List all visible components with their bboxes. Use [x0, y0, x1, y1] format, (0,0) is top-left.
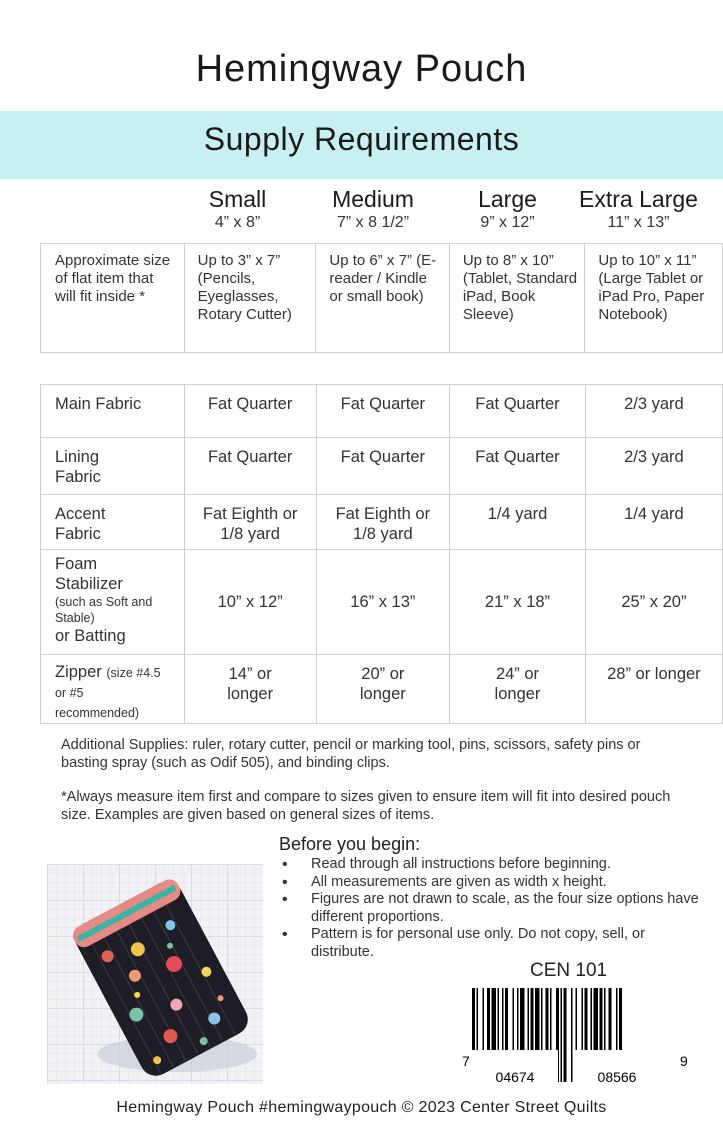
supply-table — [40, 384, 723, 724]
page-title: Hemingway Pouch — [195, 48, 528, 90]
table-cell: 14” or longer — [184, 655, 316, 724]
table-cell: 10” x 12” — [184, 550, 316, 655]
barcode-bar — [564, 988, 567, 1082]
size-header-medium — [303, 185, 443, 233]
additional-supplies-text: Additional Supplies: ruler, rotary cutter, pencil or marking tool, pins, scissors, safety pins or basting spray (such as Odif 505), and binding clips. — [61, 737, 641, 771]
table-cell: Up to 3” x 7” (Pencils, Eyeglasses, Rotary Cutter) — [184, 244, 316, 353]
table-cell: Up to 10” x 11” (Large Tablet or iPad Pro, Paper Notebook) — [585, 244, 723, 353]
barcode — [458, 986, 698, 1086]
table-cell: Fat Eighth or 1/8 yard — [184, 495, 316, 550]
size-name: Small — [208, 186, 267, 212]
table-cell: 1/4 yard — [585, 495, 722, 550]
table-cell: 2/3 yard — [585, 438, 722, 495]
barcode-bar — [571, 988, 573, 1082]
size-dims: 11” x 13” — [607, 214, 670, 231]
footer-credit: Hemingway Pouch #hemingwaypouch © 2023 Center Street Quilts — [116, 1099, 607, 1116]
pouch-illustration — [47, 864, 263, 1084]
table-cell: Up to 8” x 10” (Tablet, Standard iPad, Book Sleeve) — [449, 244, 585, 353]
table-cell: Fat Quarter — [450, 438, 586, 495]
table-cell: Fat Quarter — [450, 385, 586, 438]
table-cell: Fat Eighth or 1/8 yard — [316, 495, 450, 550]
size-header-small — [172, 185, 303, 233]
size-header-extra-large — [566, 185, 711, 233]
table-cell: 24” or longer — [450, 655, 586, 724]
table-cell: Fat Quarter — [184, 438, 316, 495]
table-row — [41, 438, 723, 495]
list-item: • Figures are not drawn to scale, as the four size options have different proportions. — [280, 891, 700, 926]
pouch-photo — [47, 864, 263, 1084]
table-row — [41, 550, 723, 655]
table-cell: Fat Quarter — [184, 385, 316, 438]
row-label: Accent Fabric — [41, 495, 185, 550]
table-row — [41, 495, 723, 550]
table-cell: Up to 6” x 7” (E-reader / Kindle or small book) — [316, 244, 449, 353]
size-dims: 7” x 8 1/2” — [336, 214, 410, 231]
row-label — [41, 550, 185, 655]
row-label-main: Foam Stabilizer — [55, 555, 123, 593]
row-label-note: (such as Soft and Stable) — [55, 595, 153, 625]
table-cell: Fat Quarter — [316, 385, 450, 438]
row-label — [41, 655, 185, 724]
fit-size-table — [40, 243, 723, 353]
row-label-note: (size #4.5 or #5 recommended) — [55, 666, 161, 720]
before-you-begin-heading: Before you begin: — [279, 834, 421, 854]
row-label: Main Fabric — [41, 385, 185, 438]
table-cell: 1/4 yard — [450, 495, 586, 550]
table-cell: 2/3 yard — [585, 385, 722, 438]
size-name: Extra Large — [579, 186, 698, 212]
size-dims: 9” x 12” — [480, 214, 535, 231]
barcode-group-1: 04674 — [495, 1069, 535, 1085]
barcode-right-digit: 9 — [680, 1053, 688, 1069]
section-title: Supply Requirements — [203, 121, 520, 157]
table-row — [41, 244, 723, 353]
table-cell: 28” or longer — [585, 655, 722, 724]
table-cell: Fat Quarter — [316, 438, 450, 495]
table-row — [41, 385, 723, 438]
table-cell: 21” x 18” — [450, 550, 586, 655]
before-you-begin-list — [280, 856, 700, 961]
row-label-main: Zipper — [55, 663, 102, 681]
size-header-large — [440, 185, 575, 233]
barcode-group-2: 08566 — [597, 1069, 637, 1085]
table-cell: 20” or longer — [316, 655, 450, 724]
table-cell: 16” x 13” — [316, 550, 450, 655]
table-cell: 25” x 20” — [585, 550, 722, 655]
size-name: Medium — [332, 186, 414, 212]
list-item: • Read through all instructions before beginning. — [280, 856, 700, 874]
row-label-tail: or Batting — [55, 627, 126, 645]
barcode-bar — [561, 988, 563, 1082]
catalog-number: CEN 101 — [530, 960, 608, 981]
size-dims: 4” x 8” — [214, 214, 261, 231]
row-label: Lining Fabric — [41, 438, 185, 495]
barcode-left-digit: 7 — [462, 1053, 470, 1069]
size-name: Large — [478, 186, 537, 212]
list-item: • Pattern is for personal use only. Do not copy, sell, or distribute. — [280, 926, 700, 961]
row-label: Approximate size of flat item that will fit inside * — [41, 244, 185, 353]
table-row — [41, 655, 723, 724]
measure-note-text: *Always measure item first and compare to sizes given to ensure item will fit into desired pouch size. Examples are given based on general sizes of items. — [61, 789, 671, 823]
list-item: • All measurements are given as width x height. — [280, 874, 700, 892]
